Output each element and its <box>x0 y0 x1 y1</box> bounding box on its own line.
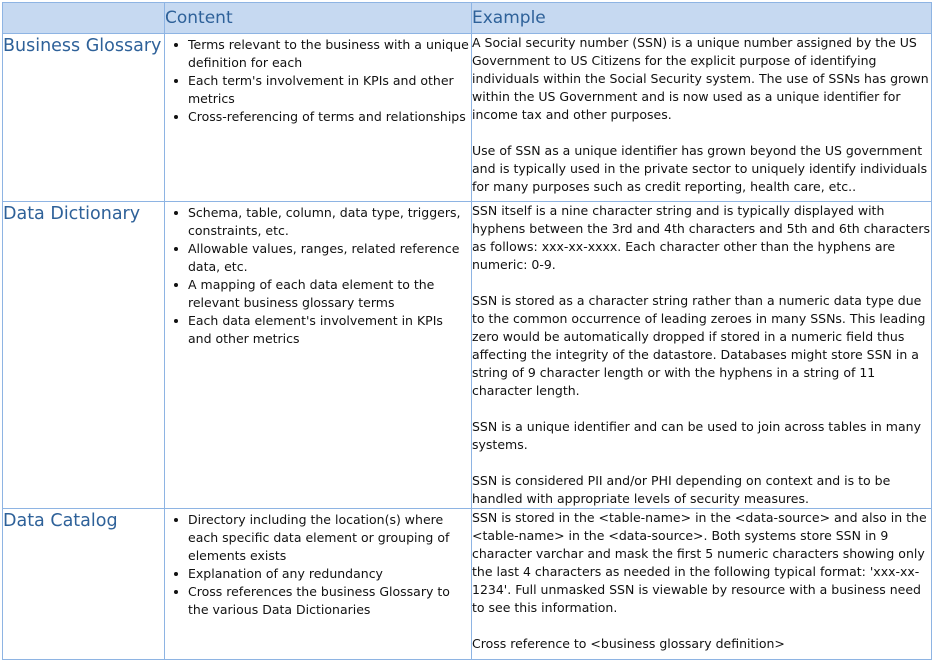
content-cell <box>165 509 472 660</box>
example-paragraph: SSN is stored in the <table-name> in the <data-source> and also in the <table-name> in the <data-source>. Both systems store SSN in 9 character varchar and mask the first 5 numeric characters showing only the last 4 characters as needed in the following typical format: 'xxx-xx-1234'. Full unmasked SSN is viewable by resource with a business need to see this information. <box>472 510 927 615</box>
example-paragraph: SSN is a unique identifier and can be used to join across tables in many systems. <box>472 419 921 452</box>
example-paragraph: Cross reference to <business glossary definition> <box>472 636 785 651</box>
header-content: Content <box>165 3 472 34</box>
content-cell <box>165 34 472 202</box>
header-blank <box>3 3 165 34</box>
list-item: Each term's involvement in KPIs and other metrics <box>174 72 469 108</box>
content-list <box>165 509 471 619</box>
list-item: Each data element's involvement in KPIs and other metrics <box>174 312 469 348</box>
row-business-glossary <box>3 34 932 202</box>
category-cell: Business Glossary <box>3 34 165 202</box>
content-list <box>165 34 471 126</box>
comparison-table <box>2 2 932 660</box>
example-cell <box>472 509 932 660</box>
list-item: Allowable values, ranges, related reference data, etc. <box>174 240 469 276</box>
example-paragraph: SSN itself is a nine character string and is typically displayed with hyphens between the 3rd and 4th characters and 5th and 6th characters as follows: xxx-xx-xxxx. Each character other than the hyphens are numeric: 0-9. <box>472 203 931 272</box>
content-list <box>165 202 471 348</box>
category-cell: Data Dictionary <box>3 202 165 509</box>
example-paragraph: A Social security number (SSN) is a unique number assigned by the US Government to US Citizens for the explicit purpose of identifying individuals within the Social Security system. The use of SSNs has grown within the US Government and is now used as a unique identifier for income tax and other purposes. <box>472 35 929 122</box>
category-cell: Data Catalog <box>3 509 165 660</box>
list-item: Explanation of any redundancy <box>174 565 469 583</box>
example-paragraph: Use of SSN as a unique identifier has grown beyond the US government and is typically used in the private sector to uniquely identify individuals for many purposes such as credit reporting, health care, etc.. <box>472 143 928 194</box>
example-cell <box>472 202 932 509</box>
example-paragraph: SSN is considered PII and/or PHI depending on context and is to be handled with appropriate levels of security measures. <box>472 473 891 506</box>
list-item: Cross-referencing of terms and relationships <box>174 108 469 126</box>
header-example: Example <box>472 3 932 34</box>
row-data-catalog <box>3 509 932 660</box>
list-item: Terms relevant to the business with a unique definition for each <box>174 36 469 72</box>
row-data-dictionary <box>3 202 932 509</box>
header-row <box>3 3 932 34</box>
list-item: A mapping of each data element to the relevant business glossary terms <box>174 276 469 312</box>
example-paragraph: SSN is stored as a character string rather than a numeric data type due to the common occurrence of leading zeroes in many SSNs. This leading zero would be automatically dropped if stored in a numeric field thus affecting the integrity of the datastore. Databases might store SSN in a string of 9 character length or with the hyphens in a string of 11 character length. <box>472 293 926 398</box>
example-cell <box>472 34 932 202</box>
content-cell <box>165 202 472 509</box>
list-item: Schema, table, column, data type, triggers, constraints, etc. <box>174 204 469 240</box>
list-item: Directory including the location(s) where each specific data element or grouping of elements exists <box>174 511 469 565</box>
list-item: Cross references the business Glossary to the various Data Dictionaries <box>174 583 469 619</box>
